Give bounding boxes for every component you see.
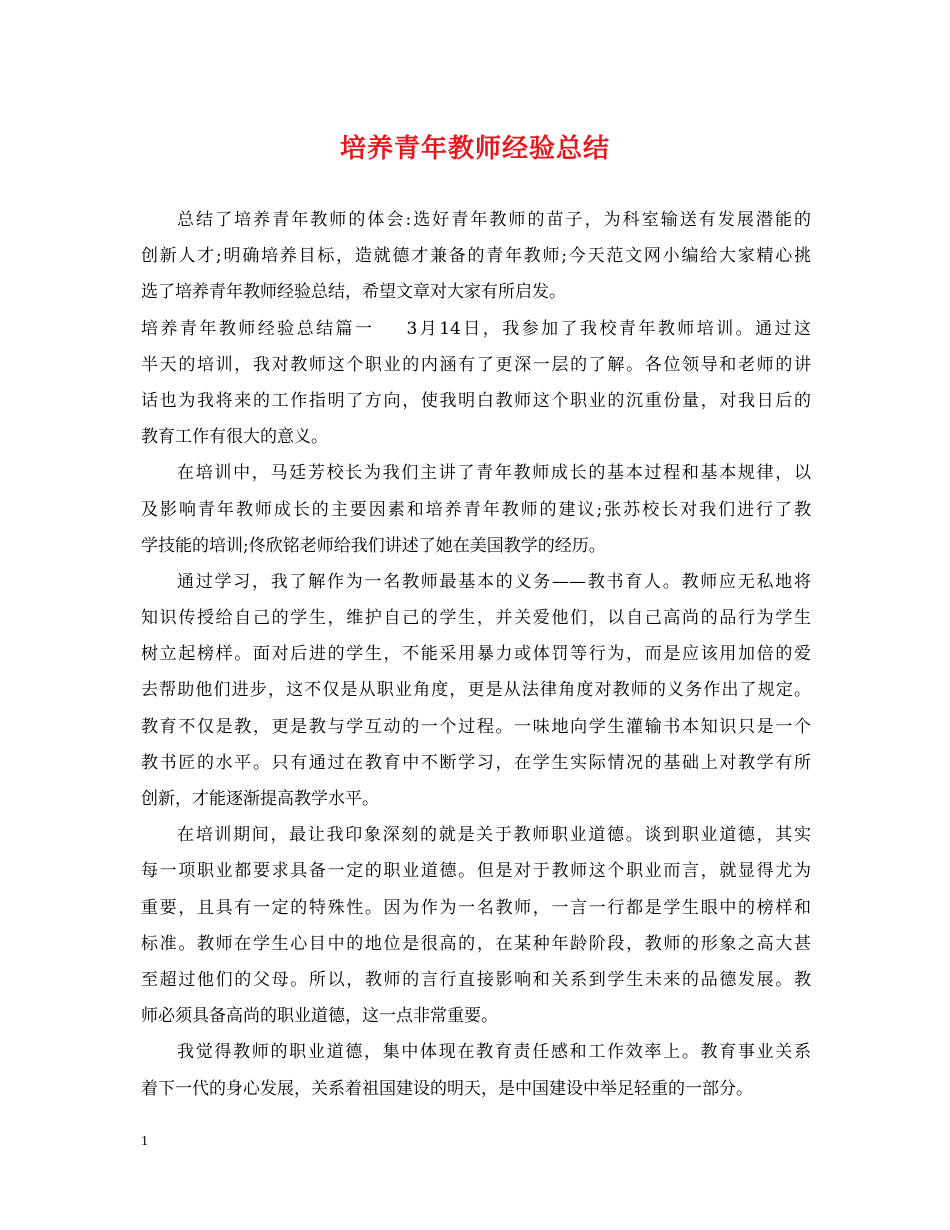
paragraph-line: 在培训中，马廷芳校长为我们主讲了青年教师成长的基本过程和基本规律，以 [177,463,811,484]
section-heading-line [141,311,811,347]
paragraph-line: 创新人才;明确培养目标，造就德才兼备的青年教师;今天范文网小编给大家精心挑 [141,246,811,267]
paragraph-line: 每一项职业都要求具备一定的职业道德。但是对于教师这个职业而言，就显得尤为 [141,861,811,882]
paragraph-line: 总结了培养青年教师的体会:选好青年教师的苗子，为科室输送有发展潜能的 [177,210,811,230]
paragraph-line: 去帮助他们进步，这不仅是从职业角度，更是从法律角度对教师的义务作出了规定。 [141,680,811,701]
paragraph-line: 及影响青年教师成长的主要因素和培养青年教师的建议;张苏校长对我们进行了教 [141,499,811,520]
document-body [141,202,811,1107]
paragraph-line: 选了培养青年教师经验总结，希望文章对大家有所启发。 [141,282,566,303]
paragraph-line: 至超过他们的父母。所以，教师的言行直接影响和关系到学生未来的品德发展。教 [141,969,811,990]
paragraph-line: 着下一代的身心发展，关系着祖国建设的明天，是中国建设中举足轻重的一部分。 [141,1078,753,1099]
section-heading: 培养青年教师经验总结篇一 [141,318,375,339]
paragraph-line: 在培训期间，最让我印象深刻的就是关于教师职业道德。谈到职业道德，其实 [177,825,811,846]
paragraph-line: 通过学习，我了解作为一名教师最基本的义务——教书育人。教师应无私地将 [177,571,811,592]
paragraph-line: 创新，才能逐渐提高教学水平。 [141,789,379,809]
paragraph-line: 教育工作有很大的意义。 [141,427,328,448]
paragraph-line: 树立起榜样。面对后进的学生，不能采用暴力或体罚等行为，而是应该用加倍的爱 [141,644,811,665]
paragraph-line: 师必须具备高尚的职业道德，这一点非常重要。 [141,1006,498,1027]
paragraph-line: 话也为我将来的工作指明了方向，使我明白教师这个职业的沉重份量，对我日后的 [141,390,811,411]
paragraph-line: 重要，且具有一定的特殊性。因为作为一名教师，一言一行都是学生眼中的榜样和 [141,897,811,918]
paragraph-line: 教育不仅是教，更是教与学互动的一个过程。一味地向学生灌输书本知识只是一个 [141,716,811,737]
paragraph-line: 知识传授给自己的学生，维护自己的学生，并关爱他们，以自己高尚的品行为学生 [141,608,811,629]
paragraph-line: 教书匠的水平。只有通过在教育中不断学习，在学生实际情况的基础上对教学有所 [141,752,811,773]
section-intro-text: 3月14日，我参加了我校青年教师培训。通过这 [406,318,812,339]
document-title: 培养青年教师经验总结 [339,134,610,164]
paragraph-line: 学技能的培训;佟欣铭老师给我们讲述了她在美国教学的经历。 [141,535,606,556]
paragraph-line: 半天的培训，我对教师这个职业的内涵有了更深一层的了解。各位领导和老师的讲 [141,354,811,375]
page-number: 1 [141,1134,148,1149]
paragraph-line: 标准。教师在学生心目中的地位是很高的，在某种年龄阶段，教师的形象之高大甚 [141,933,811,954]
paragraph-line: 我觉得教师的职业道德，集中体现在教育责任感和工作效率上。教育事业关系 [177,1042,811,1063]
